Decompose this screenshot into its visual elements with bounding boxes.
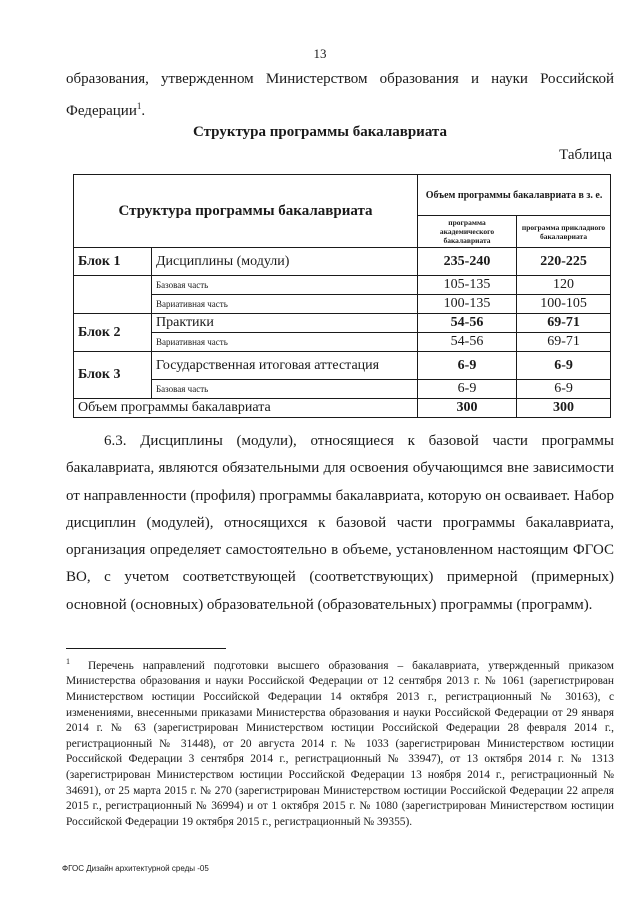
page-footer: ФГОС Дизайн архитектурной среды -05 bbox=[62, 864, 209, 873]
block2-var-label: Вариативная часть bbox=[152, 333, 418, 352]
table-row-block1 bbox=[74, 248, 611, 276]
block1-applied: 220-225 bbox=[517, 248, 611, 276]
block2-name: Практики bbox=[152, 314, 418, 333]
total-applied: 300 bbox=[517, 399, 611, 418]
block3-base-label: Базовая часть bbox=[152, 380, 418, 399]
block1-label: Блок 1 bbox=[74, 248, 152, 276]
table-row-block2-var bbox=[74, 333, 611, 352]
footnote-mark: 1 bbox=[66, 657, 70, 666]
footnote-text: Перечень направлений подготовки высшего образования – бакалавриата, утвержденный приказом Министерства образования и науки Российской Федерации от 12 сентября 2013 г. № 1061 (зарегистрирован Министерством юстиции Российской Федерации 14 октября 2013 г., регистрационный № 30163), с изменениями, внесенными приказами Министерства образования и науки Российской Федерации от 29 января 2014 г. № 63 (зарегистрирован Министерством юстиции Российской Федерации 28 февраля 2014 г., регистрационный № 31448), от 20 августа 2014 г. № 1033 (зарегистрирован Министерством юстиции Российской Федерации 3 сентября 2014 г., регистрационный № 33947), от 13 октября 2014 г. № 1313 (зарегистрирован Министерством юстиции Российской Федерации 13 ноября 2014 г., регистрационный № 34691), от 25 марта 2015 г. № 270 (зарегистрирован Министерством юстиции Российской Федерации 22 апреля 2015 г., регистрационный № 36994) и от 1 октября 2015 г. № 1080 (зарегистрирован Министерством юстиции Российской Федерации 19 октября 2015 г., регистрационный № 39355). bbox=[66, 659, 614, 828]
intro-paragraph bbox=[66, 66, 614, 125]
total-academic: 300 bbox=[418, 399, 517, 418]
block1-base-academic: 105-135 bbox=[418, 276, 517, 295]
block1-base-applied: 120 bbox=[517, 276, 611, 295]
block1-academic: 235-240 bbox=[418, 248, 517, 276]
block3-academic: 6-9 bbox=[418, 352, 517, 380]
block1-var-applied: 100-105 bbox=[517, 295, 611, 314]
header-volume: Объем программы бакалавриата в з. е. bbox=[418, 175, 611, 216]
block2-applied: 69-71 bbox=[517, 314, 611, 333]
table-title: Структура программы бакалавриата bbox=[193, 124, 447, 140]
table-row-block3-base bbox=[74, 380, 611, 399]
block1-var-label: Вариативная часть bbox=[152, 295, 418, 314]
block2-var-applied: 69-71 bbox=[517, 333, 611, 352]
block1-name: Дисциплины (модули) bbox=[152, 248, 418, 276]
table-row-block2 bbox=[74, 314, 611, 333]
block3-base-applied: 6-9 bbox=[517, 380, 611, 399]
block3-name: Государственная итоговая аттестация bbox=[152, 352, 418, 380]
block2-var-academic: 54-56 bbox=[418, 333, 517, 352]
footnote-divider bbox=[66, 648, 226, 649]
header-structure: Структура программы бакалавриата bbox=[74, 175, 418, 248]
table-row-block3 bbox=[74, 352, 611, 380]
paragraph-6-3: 6.3. Дисциплины (модули), относящиеся к базовой части программы бакалавриата, являются обязательными для освоения обучающимся вне зависимости от направленности (профиля) программы бакалавриата, которую он осваивает. Набор дисциплин (модулей), относящихся к базовой части программы бакалавриата, организация определяет самостоятельно в объеме, установленном настоящим ФГОС ВО, с учетом соответствующей (соответствующих) примерной (примерных) основной (основных) образовательной (образовательных) программы (программ). bbox=[66, 433, 614, 613]
intro-footnote-mark[interactable]: 1 bbox=[136, 101, 142, 111]
program-structure-table bbox=[73, 174, 611, 418]
block1-base-label: Базовая часть bbox=[152, 276, 418, 295]
table-caption: Таблица bbox=[559, 147, 612, 163]
block3-base-academic: 6-9 bbox=[418, 380, 517, 399]
intro-end: . bbox=[141, 103, 146, 119]
block3-label: Блок 3 bbox=[74, 352, 152, 399]
table-row-block1-var bbox=[74, 295, 611, 314]
block2-academic: 54-56 bbox=[418, 314, 517, 333]
header-applied: программа прикладного бакалавриата bbox=[517, 216, 611, 248]
total-label: Объем программы бакалавриата bbox=[74, 399, 418, 418]
intro-text: образования, утвержденном Министерством образования и науки Российской Федерации bbox=[66, 71, 614, 119]
footnote bbox=[66, 654, 614, 830]
table-row-block1-base bbox=[74, 276, 611, 295]
block3-applied: 6-9 bbox=[517, 352, 611, 380]
header-academic: программа академического бакалавриата bbox=[418, 216, 517, 248]
block1-var-academic: 100-135 bbox=[418, 295, 517, 314]
page-number: 13 bbox=[313, 46, 327, 61]
block2-label: Блок 2 bbox=[74, 314, 152, 352]
table-row-total bbox=[74, 399, 611, 418]
block1-empty-cell bbox=[74, 276, 152, 314]
